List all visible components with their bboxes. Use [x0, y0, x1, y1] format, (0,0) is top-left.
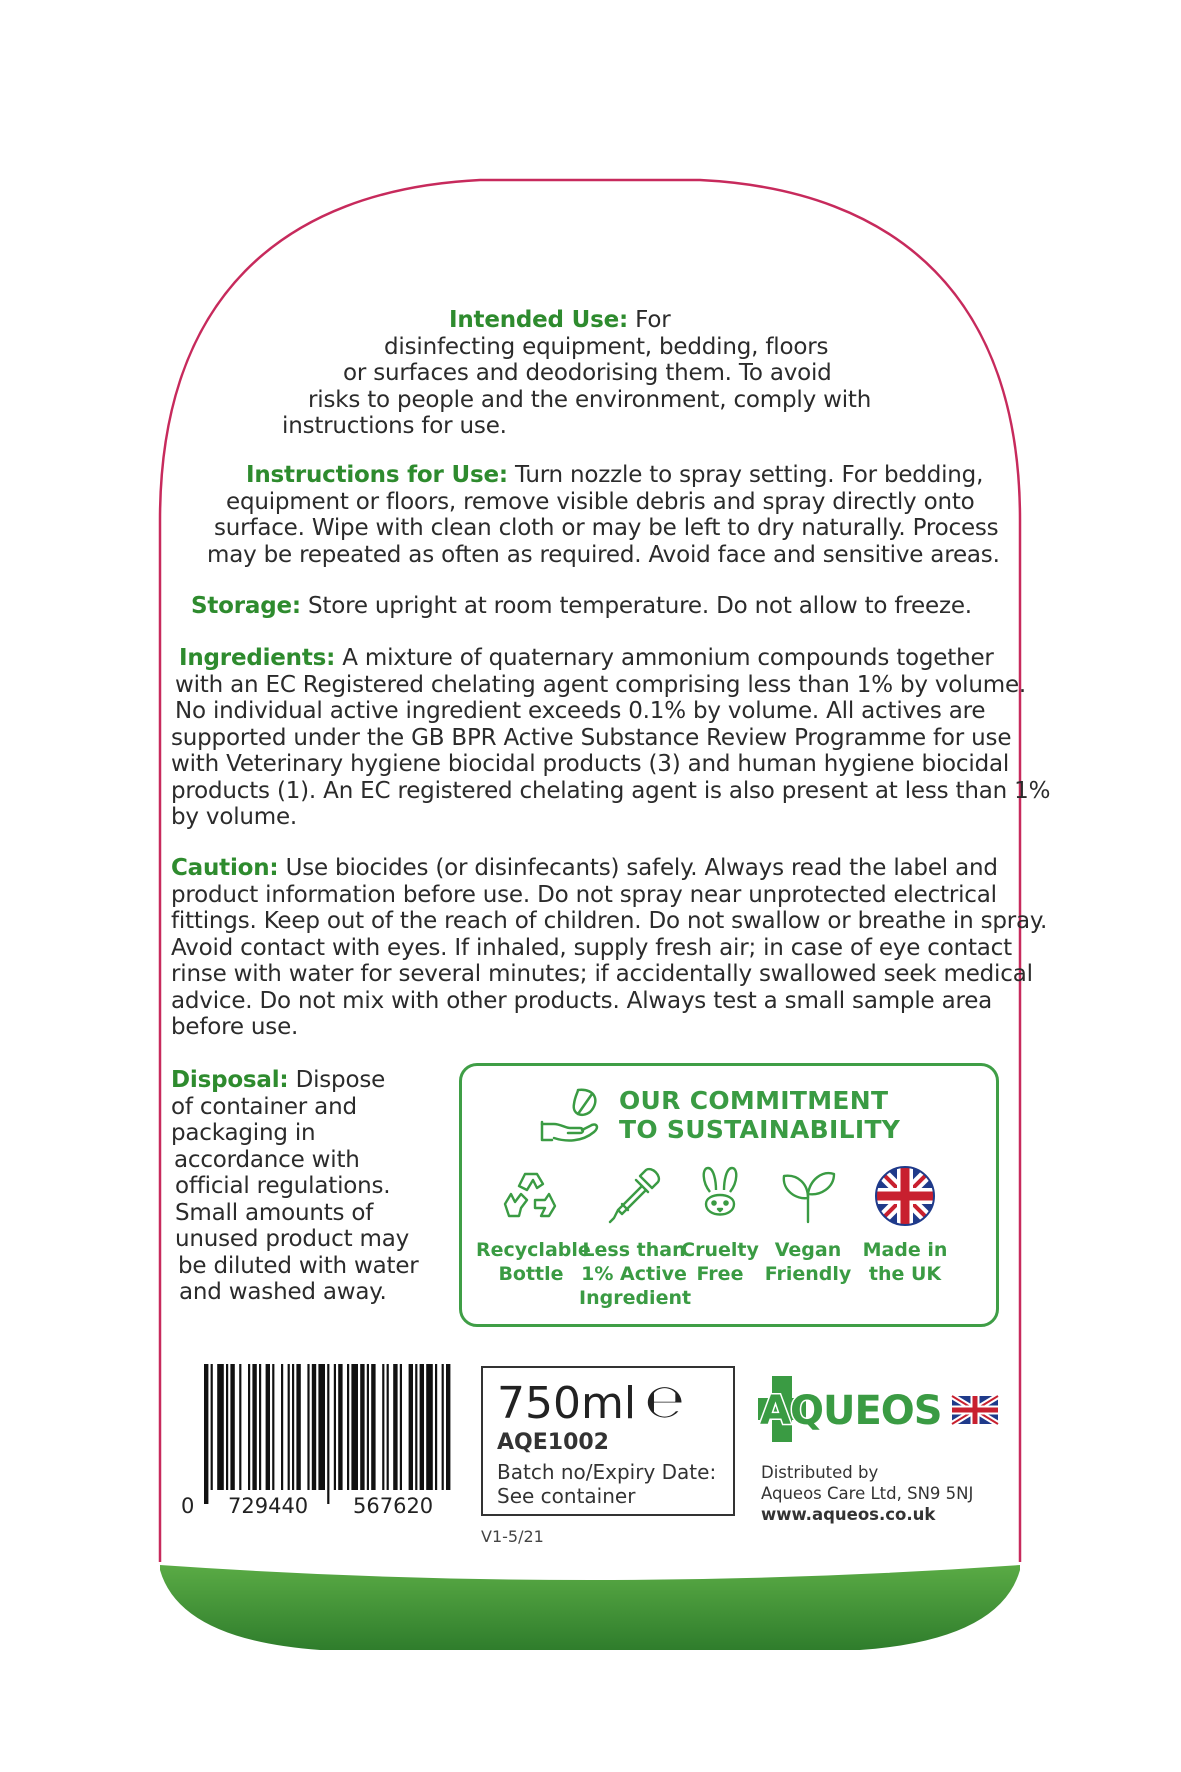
distributor-line: Aqueos Care Ltd, SN9 5NJ — [761, 1484, 974, 1503]
ingredients-line: products (1). An EC registered chelating agent is also present at less than 1% — [171, 777, 1051, 804]
disposal-line: of container and — [171, 1093, 357, 1120]
ingredients-line: by volume. — [171, 804, 298, 830]
instructions-section — [0, 462, 1181, 568]
caution-line: Avoid contact with eyes. If inhaled, supply fresh air; in case of eye contact — [171, 934, 1012, 961]
barcode-bar — [367, 1364, 369, 1490]
storage-section — [191, 593, 972, 620]
estimated-sign: ℮ — [645, 1374, 685, 1428]
barcode-bar — [292, 1364, 294, 1490]
barcode-bar — [351, 1364, 358, 1490]
instructions-heading: Instructions for Use: — [246, 462, 508, 488]
badge-label: Ingredient — [579, 1287, 692, 1309]
badge-label: Made in — [862, 1239, 948, 1261]
barcode-digit: 0 — [181, 1494, 195, 1518]
ingredients-line: with an EC Registered chelating agent comprising less than 1% by volume. — [175, 671, 1027, 698]
distributor-info — [761, 1462, 973, 1525]
barcode-bar — [307, 1364, 309, 1490]
barcode-bar — [281, 1364, 283, 1490]
storage-heading: Storage: — [191, 593, 301, 619]
batch-line: See container — [497, 1484, 636, 1508]
caution-line: rinse with water for several minutes; if accidentally swallowed seek medical — [171, 961, 1033, 987]
caution-line: product information before use. Do not spray near unprotected electrical — [171, 881, 997, 908]
ingredients-line: supported under the GB BPR Active Substance Review Programme for use — [171, 724, 1012, 751]
version-code: V1-5/21 — [481, 1527, 544, 1546]
barcode-bar — [382, 1364, 384, 1490]
intended-use-heading: Intended Use: — [449, 307, 628, 333]
dropper-icon — [602, 1164, 666, 1228]
caution-line: advice. Do not mix with other products. Always test a small sample area — [171, 987, 993, 1014]
barcode-bar — [266, 1364, 270, 1490]
instructions-line: surface. Wipe with clean cloth or may be left to dry naturally. Process — [214, 515, 999, 541]
barcode-bar — [259, 1364, 261, 1490]
caution-section — [171, 855, 1047, 1041]
badge-label: Less than — [582, 1239, 686, 1261]
barcode-bar — [248, 1364, 250, 1490]
barcode-digit: 567620 — [353, 1494, 434, 1518]
disposal-section — [171, 1067, 419, 1306]
volume-box — [481, 1366, 735, 1516]
website-link[interactable]: www.aqueos.co.uk — [761, 1505, 936, 1524]
barcode-digit: 729440 — [228, 1494, 309, 1518]
volume: 750ml — [497, 1378, 637, 1429]
barcode-bar — [217, 1364, 224, 1490]
ingredients-heading: Ingredients: — [179, 645, 336, 671]
barcode-bar — [318, 1364, 325, 1490]
disposal-line: official regulations. — [175, 1173, 391, 1199]
badge-label: Bottle — [498, 1263, 564, 1285]
badge-made-in-uk — [853, 1164, 957, 1286]
barcode-bar — [288, 1364, 290, 1490]
instructions-line: may be repeated as often as required. Avoid face and sensitive areas. — [207, 541, 1000, 568]
barcode-bar — [442, 1364, 444, 1490]
recycle-icon — [499, 1164, 563, 1228]
product-code: AQE1002 — [497, 1430, 609, 1455]
caution-heading: Caution: — [171, 855, 279, 881]
uk-flag-icon — [873, 1164, 937, 1228]
svg-text:AQUEOS: AQUEOS — [760, 1388, 942, 1434]
intended-use-line: or surfaces and deodorising them. To avoid — [343, 360, 832, 386]
ingredients-line: with Veterinary hygiene biocidal products (3) and human hygiene biocidal — [171, 751, 1010, 777]
barcode — [200, 1364, 458, 1504]
sprout-icon — [776, 1164, 840, 1228]
barcode-bar — [204, 1364, 208, 1504]
sustainability-title-line: OUR COMMITMENT — [619, 1086, 889, 1115]
disposal-line: packaging in — [171, 1120, 316, 1146]
batch-line: Batch no/Expiry Date: — [497, 1460, 717, 1484]
barcode-bar — [393, 1364, 397, 1490]
rabbit-icon — [688, 1164, 752, 1228]
barcode-bar — [327, 1364, 329, 1504]
intended-use-line: instructions for use. — [282, 413, 507, 439]
barcode-bar — [226, 1364, 228, 1490]
badge-label: 1% Active — [581, 1263, 687, 1285]
disposal-line: and washed away. — [179, 1279, 387, 1305]
barcode-bar — [252, 1364, 256, 1490]
badge-label: Recyclable — [476, 1239, 591, 1261]
badge-label: the UK — [868, 1263, 942, 1285]
barcode-bar — [426, 1364, 433, 1490]
badge-label: Vegan — [774, 1239, 842, 1261]
barcode-bar — [446, 1364, 450, 1490]
badge-vegan — [756, 1164, 860, 1286]
storage-line: Store upright at room temperature. Do not allow to freeze. — [308, 593, 972, 619]
caution-line: Use biocides (or disinfecants) safely. Always read the label and — [285, 855, 998, 881]
disposal-line: unused product may — [175, 1226, 410, 1252]
badge-label: Friendly — [764, 1263, 852, 1285]
barcode-bar — [239, 1364, 241, 1490]
barcode-bar — [400, 1364, 402, 1490]
disposal-heading: Disposal: — [171, 1067, 289, 1093]
intended-use-section — [0, 307, 1181, 440]
intended-use-line: For — [635, 307, 671, 333]
disposal-line: Dispose — [295, 1067, 386, 1093]
caution-line: before use. — [171, 1014, 299, 1040]
badge-label: Free — [696, 1263, 744, 1285]
barcode-bar — [371, 1364, 375, 1490]
intended-use-line: disinfecting equipment, bedding, floors — [384, 333, 829, 360]
barcode-bar — [211, 1364, 213, 1490]
uk-flag-small-icon — [952, 1396, 998, 1424]
barcode-bar — [296, 1364, 300, 1490]
sustainability-title — [619, 1086, 900, 1144]
barcode-bar — [415, 1364, 417, 1490]
instructions-line: Turn nozzle to spray setting. For bedding, — [514, 462, 984, 488]
distributor-line: Distributed by — [761, 1463, 879, 1482]
aqueos-logo — [758, 1376, 1002, 1442]
barcode-bar — [334, 1364, 336, 1490]
intended-use-line: risks to people and the environment, comply with — [308, 386, 872, 413]
badge-recyclable — [476, 1164, 591, 1286]
ingredients-line: A mixture of quaternary ammonium compounds together — [342, 645, 994, 671]
ingredients-section — [0, 645, 1181, 831]
barcode-bar — [312, 1364, 316, 1490]
sustainability-title-line: TO SUSTAINABILITY — [619, 1115, 901, 1144]
barcode-bar — [272, 1364, 274, 1490]
caution-line: fittings. Keep out of the reach of children. Do not swallow or breathe in spray. — [171, 908, 1048, 934]
barcode-bar — [435, 1364, 437, 1490]
badge-cruelty-free — [672, 1164, 768, 1286]
barcode-bar — [347, 1364, 349, 1490]
disposal-line: be diluted with water — [178, 1252, 419, 1279]
barcode-bar — [420, 1364, 424, 1490]
ingredients-line: No individual active ingredient exceeds 0.1% by volume. All actives are — [175, 698, 986, 724]
instructions-line: equipment or floors, remove visible debris and spray directly onto — [226, 488, 975, 515]
badge-label: Cruelty — [681, 1239, 759, 1261]
batch-info — [497, 1460, 716, 1508]
sustainability-panel — [459, 1063, 999, 1327]
disposal-line: accordance with — [174, 1146, 360, 1173]
hand-leaf-icon — [538, 1084, 608, 1144]
disposal-line: Small amounts of — [175, 1199, 374, 1226]
barcode-bar — [360, 1364, 364, 1490]
barcode-bar — [230, 1364, 234, 1490]
barcode-bar — [409, 1364, 413, 1490]
barcode-bar — [338, 1364, 342, 1490]
barcode-bar — [387, 1364, 389, 1490]
